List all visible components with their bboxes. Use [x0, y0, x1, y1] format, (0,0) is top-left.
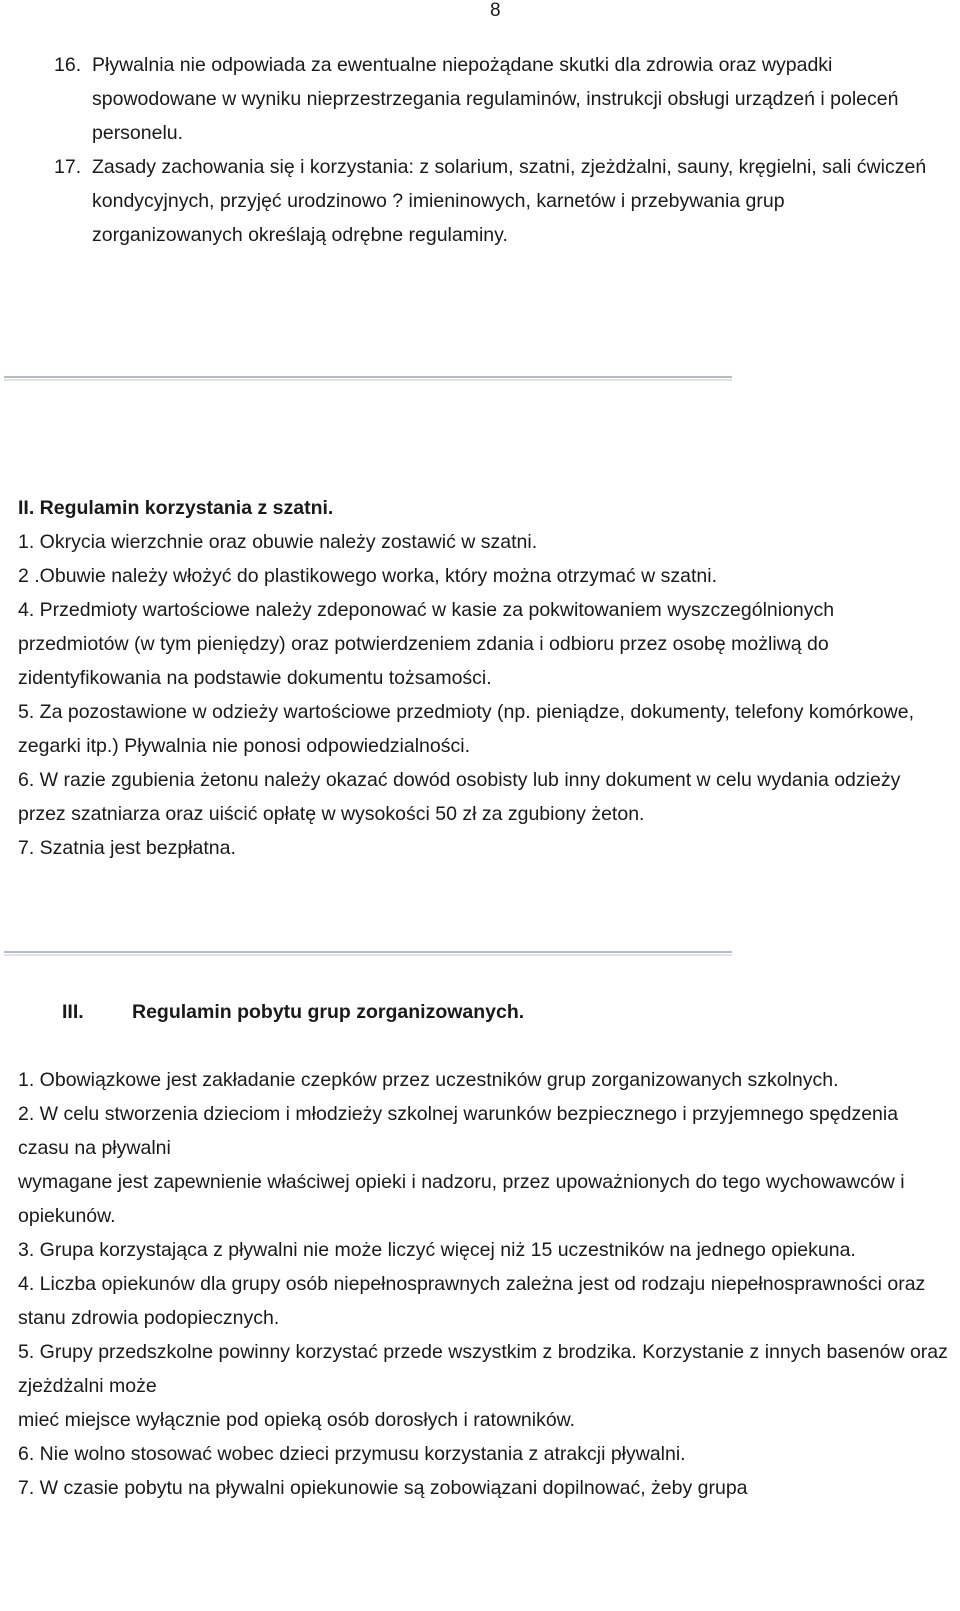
rule-number: 17.: [54, 156, 82, 178]
rule-text: Pływalnia nie odpowiada za ewentualne niepożądane skutki dla zdrowia oraz wypadki spowodowane w wyniku nieprzestrzegania regulaminów, instrukcji obsługi urządzeń i poleceń personelu.: [92, 54, 899, 144]
list-item: 6. W razie zgubienia żetonu należy okazać dowód osobisty lub inny dokument w celu wydania odzieży przez szatniarza oraz uiścić opłatę w wysokości 50 zł za zgubiony żeton.: [18, 769, 901, 825]
section-title: II. Regulamin korzystania z szatni.: [18, 497, 334, 519]
section-title: [62, 995, 524, 1029]
rule-item-17: [54, 150, 934, 252]
list-item: 6. Nie wolno stosować wobec dzieci przymusu korzystania z atrakcji pływalni.: [18, 1443, 686, 1465]
section-title-text: Regulamin pobytu grup zorganizowanych.: [132, 1001, 525, 1023]
list-item: 1. Okrycia wierzchnie oraz obuwie należy zostawić w szatni.: [18, 531, 538, 553]
continued-rules-list: [54, 48, 934, 252]
rule-item-16: [54, 48, 934, 150]
list-item: 5. Grupy przedszkolne powinny korzystać przede wszystkim z brodzika. Korzystanie z innych basenów oraz zjeżdżalni może: [18, 1341, 948, 1397]
section-group-rules: [18, 1063, 948, 1505]
list-item-continuation: mieć miejsce wyłącznie pod opieką osób dorosłych i ratowników.: [18, 1409, 576, 1431]
section-roman-numeral: III.: [62, 1001, 84, 1023]
section-divider: [4, 951, 732, 956]
page-number: 8: [490, 0, 501, 21]
list-item: 7. W czasie pobytu na pływalni opiekunowie są zobowiązani dopilnować, żeby grupa: [18, 1477, 748, 1499]
list-item: 1. Obowiązkowe jest zakładanie czepków przez uczestników grup zorganizowanych szkolnych.: [18, 1069, 839, 1091]
list-item: 4. Przedmioty wartościowe należy zdeponować w kasie za pokwitowaniem wyszczególnionych przedmiotów (w tym pieniędzy) oraz potwierdzeniem zdania i odbioru przez osobę możliwą do zidentyfikowania na podstawie dokumentu tożsamości.: [18, 599, 835, 689]
section-cloakroom-rules: [18, 491, 948, 865]
rule-text: Zasady zachowania się i korzystania: z solarium, szatni, zjeżdżalni, sauny, kręgielni, sali ćwiczeń kondycyjnych, przyjęć urodzinowo ? imieninowych, karnetów i przebywania grup zorganizowanych określają odrębne regulaminy.: [92, 156, 927, 246]
list-item: 2 .Obuwie należy włożyć do plastikowego worka, który można otrzymać w szatni.: [18, 565, 718, 587]
list-item: 7. Szatnia jest bezpłatna.: [18, 837, 236, 859]
rule-number: 16.: [54, 54, 82, 76]
section-divider: [4, 376, 732, 381]
list-item: 4. Liczba opiekunów dla grupy osób niepełnosprawnych zależna jest od rodzaju niepełnosprawności oraz stanu zdrowia podopiecznych.: [18, 1273, 926, 1329]
list-item-continuation: wymagane jest zapewnienie właściwej opieki i nadzoru, przez upoważnionych do tego wychowawców i opiekunów.: [18, 1171, 905, 1227]
list-item: 2. W celu stworzenia dzieciom i młodzieży szkolnej warunków bezpiecznego i przyjemnego spędzenia czasu na pływalni: [18, 1103, 899, 1159]
list-item: 3. Grupa korzystająca z pływalni nie może liczyć więcej niż 15 uczestników na jednego opiekuna.: [18, 1239, 856, 1261]
list-item: 5. Za pozostawione w odzieży wartościowe przedmioty (np. pieniądze, dokumenty, telefony komórkowe, zegarki itp.) Pływalnia nie ponosi odpowiedzialności.: [18, 701, 914, 757]
